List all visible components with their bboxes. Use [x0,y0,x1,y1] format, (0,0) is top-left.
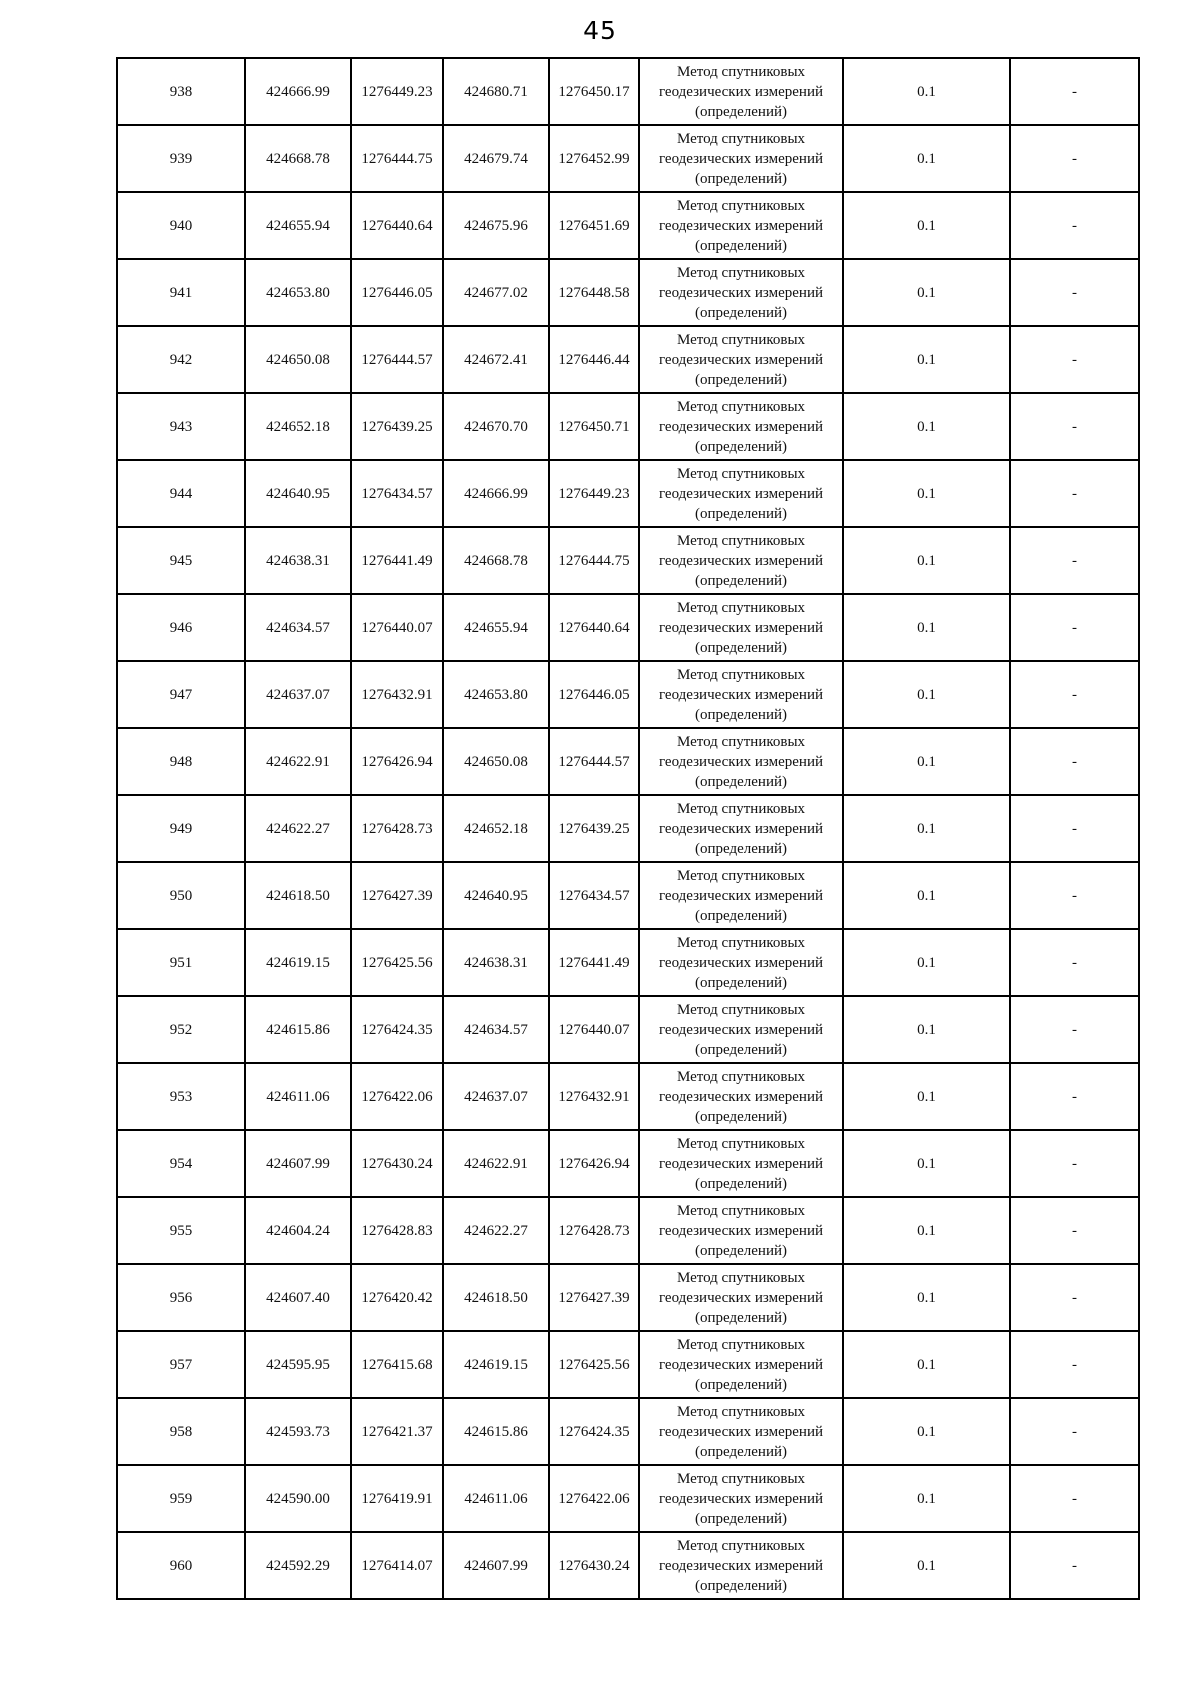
new-y-cell: 1276425.56 [549,1331,639,1398]
old-y-cell: 1276440.07 [351,594,443,661]
old-y-cell: 1276440.64 [351,192,443,259]
table-row [117,996,1139,1063]
point-number-cell: 955 [117,1197,245,1264]
new-y-cell: 1276439.25 [549,795,639,862]
method-text-line2: геодезических измерений [658,1356,824,1373]
table-row [117,1197,1139,1264]
method-text-line2: геодезических измерений [658,284,824,301]
note-cell: - [1010,192,1139,259]
old-y-cell: 1276449.23 [351,58,443,125]
new-x-cell: 424655.94 [443,594,549,661]
old-x-cell: 424622.27 [245,795,351,862]
old-x-cell: 424668.78 [245,125,351,192]
table-row [117,326,1139,393]
table-row [117,795,1139,862]
old-y-cell: 1276439.25 [351,393,443,460]
method-text-line2: геодезических измерений [658,1155,824,1172]
method-cell [639,460,843,527]
new-x-cell: 424653.80 [443,661,549,728]
old-x-cell: 424655.94 [245,192,351,259]
accuracy-cell: 0.1 [843,594,1010,661]
table-row [117,58,1139,125]
point-number-cell: 951 [117,929,245,996]
old-x-cell: 424604.24 [245,1197,351,1264]
new-y-cell: 1276446.44 [549,326,639,393]
old-y-cell: 1276430.24 [351,1130,443,1197]
old-y-cell: 1276419.91 [351,1465,443,1532]
new-x-cell: 424679.74 [443,125,549,192]
new-x-cell: 424618.50 [443,1264,549,1331]
accuracy-cell: 0.1 [843,661,1010,728]
table-row [117,125,1139,192]
method-text-line2: геодезических измерений [658,1557,824,1574]
new-y-cell: 1276430.24 [549,1532,639,1599]
table-row [117,929,1139,996]
method-cell [639,1130,843,1197]
note-cell: - [1010,527,1139,594]
new-y-cell: 1276446.05 [549,661,639,728]
note-cell: - [1010,1398,1139,1465]
method-text-line1: Метод спутниковых [676,733,806,750]
method-cell [639,326,843,393]
table-row [117,862,1139,929]
method-text-line3: (определений) [695,1577,787,1594]
new-y-cell: 1276450.17 [549,58,639,125]
method-text-line1: Метод спутниковых [676,1068,806,1085]
new-y-cell: 1276440.07 [549,996,639,1063]
new-x-cell: 424668.78 [443,527,549,594]
method-text-line1: Метод спутниковых [676,666,806,683]
table-row [117,527,1139,594]
note-cell: - [1010,259,1139,326]
method-cell [639,125,843,192]
accuracy-cell: 0.1 [843,1264,1010,1331]
note-cell: - [1010,1331,1139,1398]
old-x-cell: 424638.31 [245,527,351,594]
method-text-line3: (определений) [695,304,787,321]
method-text-line3: (определений) [695,1242,787,1259]
new-y-cell: 1276448.58 [549,259,639,326]
method-text-line1: Метод спутниковых [676,800,806,817]
note-cell: - [1010,326,1139,393]
note-cell: - [1010,996,1139,1063]
accuracy-cell: 0.1 [843,393,1010,460]
new-y-cell: 1276451.69 [549,192,639,259]
method-text-line1: Метод спутниковых [676,1269,806,1286]
old-x-cell: 424652.18 [245,393,351,460]
accuracy-cell: 0.1 [843,192,1010,259]
new-x-cell: 424634.57 [443,996,549,1063]
old-x-cell: 424590.00 [245,1465,351,1532]
method-cell [639,929,843,996]
old-y-cell: 1276441.49 [351,527,443,594]
old-x-cell: 424607.99 [245,1130,351,1197]
new-x-cell: 424611.06 [443,1465,549,1532]
accuracy-cell: 0.1 [843,996,1010,1063]
method-text-line1: Метод спутниковых [676,1470,806,1487]
old-x-cell: 424615.86 [245,996,351,1063]
method-text-line3: (определений) [695,438,787,455]
method-text-line3: (определений) [695,103,787,120]
new-y-cell: 1276426.94 [549,1130,639,1197]
new-y-cell: 1276444.75 [549,527,639,594]
table-row [117,259,1139,326]
method-text-line1: Метод спутниковых [676,398,806,415]
new-x-cell: 424650.08 [443,728,549,795]
method-text-line3: (определений) [695,1041,787,1058]
method-text-line2: геодезических измерений [658,686,824,703]
method-text-line3: (определений) [695,1510,787,1527]
method-text-line2: геодезических измерений [658,1423,824,1440]
method-cell [639,1197,843,1264]
method-cell [639,1398,843,1465]
method-text-line1: Метод спутниковых [676,264,806,281]
method-text-line1: Метод спутниковых [676,331,806,348]
method-text-line3: (определений) [695,639,787,656]
method-text-line3: (определений) [695,974,787,991]
old-y-cell: 1276444.57 [351,326,443,393]
new-y-cell: 1276432.91 [549,1063,639,1130]
method-text-line3: (определений) [695,1108,787,1125]
method-text-line1: Метод спутниковых [676,934,806,951]
method-cell [639,728,843,795]
point-number-cell: 943 [117,393,245,460]
point-number-cell: 958 [117,1398,245,1465]
table-row [117,1063,1139,1130]
method-text-line1: Метод спутниковых [676,1135,806,1152]
old-x-cell: 424592.29 [245,1532,351,1599]
method-cell [639,58,843,125]
method-cell [639,1264,843,1331]
method-text-line1: Метод спутниковых [676,867,806,884]
table-row [117,1532,1139,1599]
table-row [117,1264,1139,1331]
accuracy-cell: 0.1 [843,929,1010,996]
old-y-cell: 1276425.56 [351,929,443,996]
old-x-cell: 424607.40 [245,1264,351,1331]
accuracy-cell: 0.1 [843,1532,1010,1599]
old-x-cell: 424611.06 [245,1063,351,1130]
new-y-cell: 1276424.35 [549,1398,639,1465]
new-x-cell: 424619.15 [443,1331,549,1398]
method-cell [639,192,843,259]
point-number-cell: 950 [117,862,245,929]
point-number-cell: 945 [117,527,245,594]
old-x-cell: 424653.80 [245,259,351,326]
point-number-cell: 942 [117,326,245,393]
accuracy-cell: 0.1 [843,1063,1010,1130]
new-y-cell: 1276428.73 [549,1197,639,1264]
point-number-cell: 946 [117,594,245,661]
new-x-cell: 424637.07 [443,1063,549,1130]
method-text-line1: Метод спутниковых [676,532,806,549]
method-cell [639,594,843,661]
new-y-cell: 1276440.64 [549,594,639,661]
point-number-cell: 954 [117,1130,245,1197]
method-cell [639,259,843,326]
table-row [117,594,1139,661]
new-y-cell: 1276441.49 [549,929,639,996]
point-number-cell: 952 [117,996,245,1063]
method-cell [639,795,843,862]
new-y-cell: 1276422.06 [549,1465,639,1532]
accuracy-cell: 0.1 [843,728,1010,795]
table-row [117,1465,1139,1532]
point-number-cell: 948 [117,728,245,795]
old-y-cell: 1276446.05 [351,259,443,326]
old-y-cell: 1276415.68 [351,1331,443,1398]
method-text-line2: геодезических измерений [658,552,824,569]
new-x-cell: 424670.70 [443,393,549,460]
accuracy-cell: 0.1 [843,1197,1010,1264]
method-text-line3: (определений) [695,1376,787,1393]
method-text-line2: геодезических измерений [658,1222,824,1239]
method-text-line1: Метод спутниковых [676,1336,806,1353]
method-text-line2: геодезических измерений [658,1088,824,1105]
new-y-cell: 1276434.57 [549,862,639,929]
method-text-line3: (определений) [695,706,787,723]
accuracy-cell: 0.1 [843,326,1010,393]
point-number-cell: 956 [117,1264,245,1331]
table-row [117,1331,1139,1398]
accuracy-cell: 0.1 [843,795,1010,862]
note-cell: - [1010,1465,1139,1532]
old-y-cell: 1276420.42 [351,1264,443,1331]
method-cell [639,862,843,929]
method-text-line3: (определений) [695,907,787,924]
new-x-cell: 424672.41 [443,326,549,393]
old-y-cell: 1276428.83 [351,1197,443,1264]
table-row [117,460,1139,527]
new-x-cell: 424615.86 [443,1398,549,1465]
old-y-cell: 1276427.39 [351,862,443,929]
method-cell [639,1532,843,1599]
method-text-line3: (определений) [695,572,787,589]
old-x-cell: 424637.07 [245,661,351,728]
method-text-line1: Метод спутниковых [676,197,806,214]
new-x-cell: 424622.27 [443,1197,549,1264]
note-cell: - [1010,1130,1139,1197]
note-cell: - [1010,1197,1139,1264]
method-text-line1: Метод спутниковых [676,1202,806,1219]
new-x-cell: 424680.71 [443,58,549,125]
old-y-cell: 1276424.35 [351,996,443,1063]
new-x-cell: 424675.96 [443,192,549,259]
point-number-cell: 938 [117,58,245,125]
method-cell [639,1331,843,1398]
accuracy-cell: 0.1 [843,1130,1010,1197]
old-y-cell: 1276434.57 [351,460,443,527]
method-text-line3: (определений) [695,170,787,187]
old-y-cell: 1276414.07 [351,1532,443,1599]
note-cell: - [1010,393,1139,460]
method-text-line2: геодезических измерений [658,820,824,837]
new-y-cell: 1276452.99 [549,125,639,192]
new-y-cell: 1276444.57 [549,728,639,795]
note-cell: - [1010,795,1139,862]
point-number-cell: 959 [117,1465,245,1532]
accuracy-cell: 0.1 [843,1465,1010,1532]
accuracy-cell: 0.1 [843,460,1010,527]
point-number-cell: 960 [117,1532,245,1599]
method-text-line2: геодезических измерений [658,954,824,971]
point-number-cell: 953 [117,1063,245,1130]
method-text-line3: (определений) [695,773,787,790]
old-y-cell: 1276428.73 [351,795,443,862]
new-x-cell: 424622.91 [443,1130,549,1197]
old-x-cell: 424650.08 [245,326,351,393]
note-cell: - [1010,1532,1139,1599]
method-cell [639,393,843,460]
old-x-cell: 424666.99 [245,58,351,125]
method-text-line2: геодезических измерений [658,418,824,435]
point-number-cell: 941 [117,259,245,326]
note-cell: - [1010,125,1139,192]
method-text-line1: Метод спутниковых [676,1403,806,1420]
old-y-cell: 1276421.37 [351,1398,443,1465]
point-number-cell: 957 [117,1331,245,1398]
table-row [117,661,1139,728]
method-text-line1: Метод спутниковых [676,465,806,482]
method-text-line2: геодезических измерений [658,150,824,167]
new-y-cell: 1276449.23 [549,460,639,527]
method-cell [639,996,843,1063]
method-text-line2: геодезических измерений [658,619,824,636]
method-text-line2: геодезических измерений [658,83,824,100]
new-x-cell: 424640.95 [443,862,549,929]
method-text-line2: геодезических измерений [658,1021,824,1038]
table-row [117,1398,1139,1465]
method-text-line1: Метод спутниковых [676,1537,806,1554]
new-x-cell: 424652.18 [443,795,549,862]
method-cell [639,1063,843,1130]
table-row [117,728,1139,795]
old-x-cell: 424634.57 [245,594,351,661]
new-x-cell: 424677.02 [443,259,549,326]
accuracy-cell: 0.1 [843,259,1010,326]
accuracy-cell: 0.1 [843,862,1010,929]
accuracy-cell: 0.1 [843,58,1010,125]
old-x-cell: 424640.95 [245,460,351,527]
method-text-line3: (определений) [695,237,787,254]
method-text-line2: геодезических измерений [658,753,824,770]
method-text-line1: Метод спутниковых [676,1001,806,1018]
method-text-line3: (определений) [695,1443,787,1460]
method-text-line3: (определений) [695,840,787,857]
old-x-cell: 424595.95 [245,1331,351,1398]
note-cell: - [1010,661,1139,728]
accuracy-cell: 0.1 [843,527,1010,594]
new-x-cell: 424607.99 [443,1532,549,1599]
method-cell [639,661,843,728]
note-cell: - [1010,594,1139,661]
method-text-line1: Метод спутниковых [676,63,806,80]
point-number-cell: 944 [117,460,245,527]
note-cell: - [1010,58,1139,125]
method-text-line2: геодезических измерений [658,485,824,502]
table-row [117,1130,1139,1197]
old-y-cell: 1276422.06 [351,1063,443,1130]
accuracy-cell: 0.1 [843,1331,1010,1398]
note-cell: - [1010,728,1139,795]
method-text-line2: геодезических измерений [658,1289,824,1306]
note-cell: - [1010,862,1139,929]
coordinates-table [116,57,1140,1600]
method-text-line2: геодезических измерений [658,351,824,368]
method-text-line3: (определений) [695,1175,787,1192]
method-text-line3: (определений) [695,371,787,388]
note-cell: - [1010,460,1139,527]
point-number-cell: 939 [117,125,245,192]
new-x-cell: 424666.99 [443,460,549,527]
old-y-cell: 1276432.91 [351,661,443,728]
method-cell [639,527,843,594]
method-text-line2: геодезических измерений [658,217,824,234]
method-cell [639,1465,843,1532]
new-y-cell: 1276450.71 [549,393,639,460]
old-x-cell: 424593.73 [245,1398,351,1465]
table-row [117,192,1139,259]
old-x-cell: 424619.15 [245,929,351,996]
new-y-cell: 1276427.39 [549,1264,639,1331]
method-text-line1: Метод спутниковых [676,130,806,147]
method-text-line2: геодезических измерений [658,887,824,904]
method-text-line3: (определений) [695,1309,787,1326]
point-number-cell: 940 [117,192,245,259]
point-number-cell: 949 [117,795,245,862]
table-row [117,393,1139,460]
accuracy-cell: 0.1 [843,1398,1010,1465]
new-x-cell: 424638.31 [443,929,549,996]
old-x-cell: 424618.50 [245,862,351,929]
method-text-line3: (определений) [695,505,787,522]
accuracy-cell: 0.1 [843,125,1010,192]
note-cell: - [1010,929,1139,996]
old-y-cell: 1276426.94 [351,728,443,795]
method-text-line2: геодезических измерений [658,1490,824,1507]
note-cell: - [1010,1063,1139,1130]
table-body [117,58,1139,1599]
point-number-cell: 947 [117,661,245,728]
note-cell: - [1010,1264,1139,1331]
page-number: 45 [583,16,617,45]
old-x-cell: 424622.91 [245,728,351,795]
old-y-cell: 1276444.75 [351,125,443,192]
method-text-line1: Метод спутниковых [676,599,806,616]
